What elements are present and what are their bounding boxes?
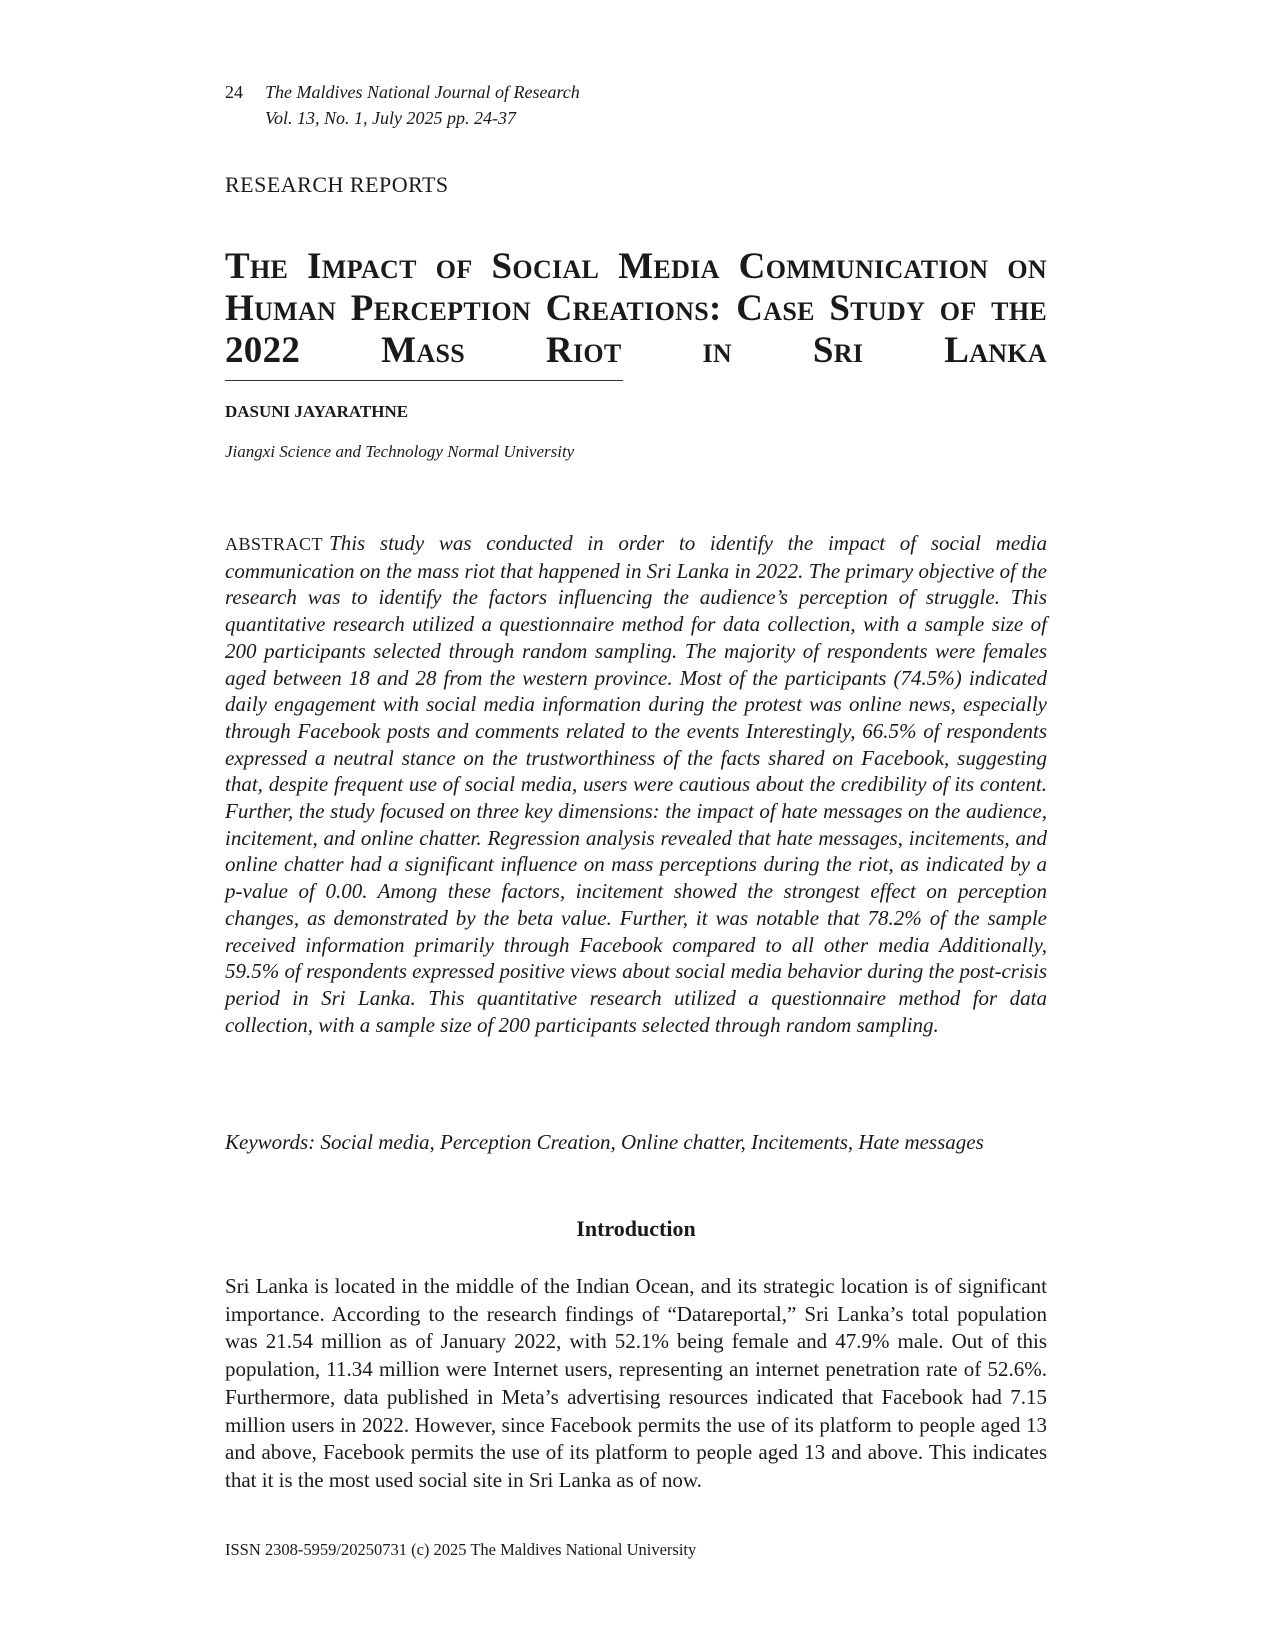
page-number: 24 (225, 82, 243, 102)
author-affiliation: Jiangxi Science and Technology Normal University (225, 442, 575, 461)
author-name: DASUNI JAYARATHNE (225, 402, 409, 421)
volume-info: Vol. 13, No. 1, July 2025 pp. 24-37 (265, 108, 516, 128)
issn-footer: ISSN 2308-5959/20250731 (c) 2025 The Maldives National University (225, 1540, 697, 1559)
abstract-label: ABSTRACT (225, 534, 324, 554)
introduction-heading: Introduction (576, 1216, 696, 1241)
keywords: Keywords: Social media, Perception Creation, Online chatter, Incitements, Hate messages (225, 1130, 984, 1154)
introduction-text: Sri Lanka is located in the middle of the Indian Ocean, and its strategic location is of significant importance. According to the research findings of “Datareportal,” Sri Lanka’s total population was 21.54 million as of January 2022, with 52.1% being female and 47.9% male. Out of this population, 11.34 million were Internet users, representing an internet penetration rate of 52.6%. Furthermore, data published in Meta’s advertising resources indicated that Facebook had 7.15 million users in 2022. However, since Facebook permits the use of its platform to people aged 13 and above, Facebook permits the use of its platform to people aged 13 and above. This indicates that it is the most used social site in Sri Lanka as of now. (225, 1274, 1047, 1492)
article-title: The Impact of Social Media Communication on Human Perception Creations: Case Study of the 2022 Mass Riot in Sri Lanka (225, 246, 1047, 371)
journal-name: The Maldives National Journal of Research (265, 82, 580, 102)
title-divider (225, 380, 623, 381)
section-label: RESEARCH REPORTS (225, 172, 449, 197)
abstract (225, 530, 1047, 1038)
abstract-text: This study was conducted in order to identify the impact of social media communication on the mass riot that happened in Sri Lanka in 2022. The primary objective of the research was to identify the factors influencing the audience’s perception of struggle. This quantitative research utilized a questionnaire method for data collection, with a sample size of 200 participants selected through random sampling. The majority of respondents were females aged between 18 and 28 from the western province. Most of the participants (74.5%) indicated daily engagement with social media information during the protest was online news, especially through Facebook posts and comments related to the events Interestingly, 66.5% of respondents expressed a neutral stance on the trustworthiness of the facts shared on Facebook, suggesting that, despite frequent use of social media, users were cautious about the credibility of its content. Further, the study focused on three key dimensions: the impact of hate messages on the audience, incitement, and online chatter. Regression analysis revealed that hate messages, incitements, and online chatter had a significant influence on mass perceptions during the riot, as indicated by a p-value of 0.00. Among these factors, incitement showed the strongest effect on perception changes, as demonstrated by the beta value. Further, it was notable that 78.2% of the sample received information primarily through Facebook compared to all other media Additionally, 59.5% of respondents expressed positive views about social media behavior during the post-crisis period in Sri Lanka. This quantitative research utilized a questionnaire method for data collection, with a sample size of 200 participants selected through random sampling. (225, 531, 1047, 1037)
